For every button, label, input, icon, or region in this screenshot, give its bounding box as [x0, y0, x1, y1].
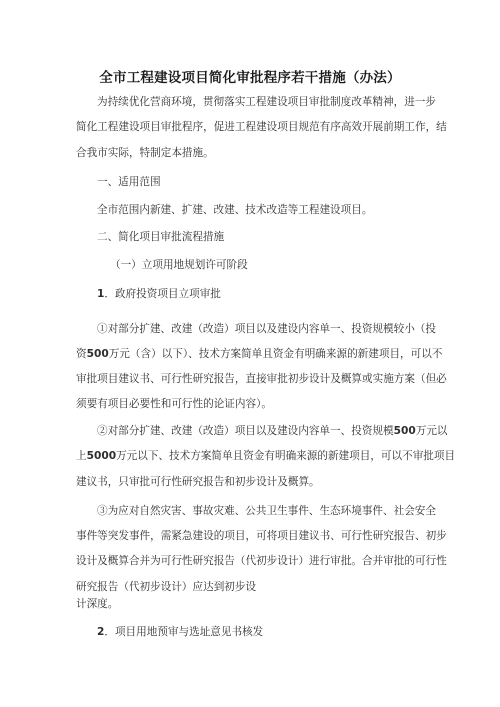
item-heading-text: ．项目用地预审与选址意见书核发 — [104, 626, 264, 638]
section-heading: 二、简化项目审批流程措施 — [97, 231, 225, 243]
paragraph-line: 合我市实际，特制定本措施。 — [76, 147, 214, 159]
paragraph-line: ③为应对自然灾害、事故灾难、公共卫生事件、生态环境事件、社会安全 — [97, 505, 436, 517]
paragraph-line: 计深度。 — [76, 598, 119, 610]
amount-value: 500 — [393, 425, 416, 437]
paragraph-text: ②对部分扩建、改建（改造）项目以及建设内容单一、投资规模 — [97, 425, 394, 437]
item-number: 2 — [97, 626, 105, 638]
paragraph-text: 万元以 — [415, 425, 448, 437]
paragraph-text: 万元（含）以下）、技术方案简单且资金有明确来源的新建项目，可以不 — [108, 348, 443, 360]
item-heading — [97, 625, 263, 639]
paragraph-text: 资 — [76, 348, 87, 360]
item-heading — [97, 287, 221, 301]
paragraph-line: 全市范围内新建、扩建、改建、技术改造等工程建设项目。 — [97, 204, 373, 216]
document-title: 全市工程建设项目简化审批程序若干措施（办法） — [99, 70, 401, 86]
paragraph-line: 研究报告（代初步设计）应达到初步设 — [76, 581, 257, 593]
subsection-heading: （一）立项用地规划许可阶段 — [110, 259, 248, 271]
paragraph-line: 建议书，只审批可行性研究报告和初步设计及概算。 — [76, 476, 320, 488]
amount-value: 500 — [86, 348, 109, 360]
paragraph-text: 上 — [76, 450, 87, 462]
item-number: 1 — [97, 288, 105, 300]
paragraph-line: 审批项目建议书、可行性研究报告，直接审批初步设计及概算或实施方案（但必 — [76, 373, 447, 385]
paragraph-line: 简化工程建设项目审批程序，促进工程建设项目规范有序高效开展前期工作，结 — [76, 121, 447, 133]
paragraph-line — [97, 424, 448, 438]
item-heading-text: ．政府投资项目立项审批 — [104, 288, 221, 300]
paragraph-line: 设计及概算合并为可行性研究报告（代初步设计）进行审批。合并审批的可行性 — [76, 555, 447, 567]
paragraph-line: 须要有项目必要性和可行性的论证内容）。 — [76, 398, 272, 410]
section-heading: 一、适用范围 — [97, 176, 161, 188]
paragraph-line: 事件等突发事件，需紧急建设的项目，可将项目建议书、可行性研究报告、初步 — [76, 530, 447, 542]
paragraph-line — [76, 449, 455, 463]
paragraph-line: 为持续优化营商环境，贯彻落实工程建设项目审批制度改革精神，进一步 — [97, 96, 436, 108]
paragraph-text: 万元以下、技术方案简单且资金有明确来源的新建项目，可以不审批项目 — [116, 450, 456, 462]
paragraph-line — [76, 347, 442, 361]
paragraph-line: ①对部分扩建、改建（改造）项目以及建设内容单一、投资规模较小（投 — [97, 323, 436, 335]
amount-value: 5000 — [86, 450, 117, 462]
